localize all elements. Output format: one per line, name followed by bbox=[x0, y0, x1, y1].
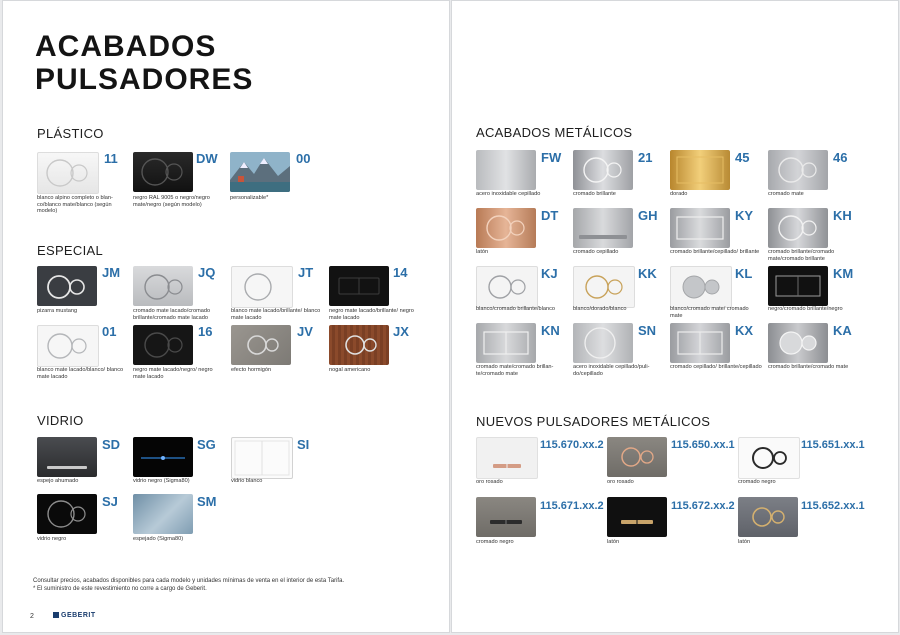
code-label: 115.651.xx.1 bbox=[801, 439, 865, 451]
plate-image bbox=[133, 266, 193, 306]
caption: latón bbox=[607, 539, 620, 545]
plate-image bbox=[670, 266, 732, 308]
code-label: KM bbox=[833, 266, 854, 281]
code-label: JM bbox=[102, 265, 121, 280]
caption: cromado brillante/cepillado/ brillante bbox=[670, 249, 760, 255]
caption: acero inoxidable cepillado/puli-do/cepillado bbox=[573, 364, 650, 377]
plate-image bbox=[37, 494, 97, 534]
plate-image bbox=[670, 208, 730, 248]
code-label: GH bbox=[638, 208, 658, 223]
code-label: FW bbox=[541, 150, 562, 165]
section-nuevos: NUEVOS PULSADORES METÁLICOS bbox=[476, 414, 711, 429]
caption: blanco/cromado mate/ cromado mate bbox=[670, 306, 749, 319]
caption: cromado mate bbox=[768, 191, 804, 197]
plate-image bbox=[476, 323, 536, 363]
page-title bbox=[35, 30, 253, 96]
title-line-1: ACABADOS bbox=[35, 30, 217, 63]
caption: efecto hormigón bbox=[231, 367, 272, 373]
caption: negro mate lacado/brillante/ negro mate lacado bbox=[329, 308, 414, 321]
caption: cromado mate/cromado brillan-te/cromado mate bbox=[476, 364, 554, 377]
plate-image bbox=[768, 266, 828, 306]
caption: cromado negro bbox=[738, 479, 776, 485]
code-label: DT bbox=[541, 208, 559, 223]
footnote-line-1: Consultar precios, acabados disponibles para cada modelo y unidades mínimas de venta en el interior de esta Tarifa. bbox=[33, 578, 345, 584]
plate-image bbox=[133, 494, 193, 534]
plate-image bbox=[768, 150, 828, 190]
caption: pizarra mustang bbox=[37, 308, 78, 314]
caption: blanco/cromado brillante/blanco bbox=[476, 306, 555, 312]
code-label: 115.652.xx.1 bbox=[801, 500, 865, 512]
plate-image bbox=[133, 325, 193, 365]
plate-image bbox=[37, 325, 99, 367]
plate-image bbox=[607, 497, 667, 537]
plate-image bbox=[573, 266, 635, 308]
caption: latón bbox=[476, 249, 489, 255]
plate-image bbox=[37, 266, 97, 306]
caption: cromado brillante bbox=[573, 191, 616, 197]
plate-image bbox=[476, 150, 536, 190]
page-number: 2 bbox=[30, 613, 34, 620]
code-label: JV bbox=[297, 324, 313, 339]
plate-image bbox=[476, 437, 538, 479]
plate-image bbox=[738, 437, 800, 479]
code-label: JT bbox=[298, 265, 314, 280]
plate-image bbox=[37, 437, 97, 477]
brand-logo bbox=[53, 612, 96, 619]
caption: personalizable* bbox=[230, 195, 269, 201]
caption: cromado brillante/cromado mate bbox=[768, 364, 849, 370]
caption: espejo ahumado bbox=[37, 478, 79, 484]
caption: oro rosado bbox=[607, 479, 634, 485]
brand-square-icon bbox=[53, 612, 59, 618]
caption: negro RAL 9005 o negro/negro mate/negro (según modelo) bbox=[133, 195, 210, 208]
caption: vidrio blanco bbox=[231, 478, 263, 484]
code-label: 21 bbox=[638, 150, 653, 165]
code-label: SI bbox=[297, 437, 310, 452]
plate-image bbox=[573, 323, 633, 363]
code-label: KJ bbox=[541, 266, 558, 281]
plate-image bbox=[37, 152, 99, 194]
plate-image bbox=[607, 437, 667, 477]
landscape-image bbox=[230, 152, 290, 192]
plate-image bbox=[329, 266, 389, 306]
caption: negro mate lacado/negro/ negro mate lacado bbox=[133, 367, 213, 380]
code-label: SG bbox=[197, 437, 216, 452]
code-label: 16 bbox=[198, 324, 213, 339]
plate-image bbox=[133, 437, 193, 477]
title-line-2: PULSADORES bbox=[35, 63, 254, 96]
code-label: 01 bbox=[102, 324, 117, 339]
code-label: 00 bbox=[296, 151, 311, 166]
caption: latón bbox=[738, 539, 751, 545]
caption: blanco mate lacado/brillante/ blanco mate lacado bbox=[231, 308, 321, 321]
code-label: KH bbox=[833, 208, 852, 223]
caption: espejado (Sigma80) bbox=[133, 536, 184, 542]
plate-image bbox=[573, 150, 633, 190]
code-label: KA bbox=[833, 323, 852, 338]
code-label: 115.671.xx.2 bbox=[540, 500, 604, 512]
code-label: 46 bbox=[833, 150, 848, 165]
footnote-line-2: * El suministro de este revestimiento no corre a cargo de Geberit. bbox=[33, 586, 207, 592]
caption: cromado brillante/cromado mate/cromado brillante bbox=[768, 249, 835, 262]
plate-image bbox=[231, 325, 291, 365]
caption: cromado mate lacado/cromado brillante/cromado mate lacado bbox=[133, 308, 211, 321]
plate-image bbox=[231, 437, 293, 479]
code-label: DW bbox=[196, 151, 218, 166]
caption: blanco mate lacado/blanco/ blanco mate lacado bbox=[37, 367, 124, 380]
section-plastico: PLÁSTICO bbox=[37, 126, 104, 141]
code-label: KX bbox=[735, 323, 754, 338]
plate-image bbox=[231, 266, 293, 308]
caption: vidrio negro bbox=[37, 536, 67, 542]
code-label: SN bbox=[638, 323, 657, 338]
caption: cromado cepillado bbox=[573, 249, 619, 255]
section-vidrio: VIDRIO bbox=[37, 413, 84, 428]
caption: vidrio negro (Sigma80) bbox=[133, 478, 190, 484]
brand-name: GEBERIT bbox=[61, 612, 96, 619]
caption: cromado cepillado/ brillante/cepillado bbox=[670, 364, 762, 370]
code-label: 115.670.xx.2 bbox=[540, 439, 604, 451]
code-label: 14 bbox=[393, 265, 408, 280]
code-label: 11 bbox=[104, 151, 118, 166]
code-label: SD bbox=[102, 437, 121, 452]
footnote bbox=[33, 577, 344, 593]
caption: negro/cromado brillante/negro bbox=[768, 306, 843, 312]
section-metalicos: ACABADOS METÁLICOS bbox=[476, 125, 633, 140]
code-label: KL bbox=[735, 266, 753, 281]
caption: acero inoxidable cepillado bbox=[476, 191, 541, 197]
caption: blanco/dorado/blanco bbox=[573, 306, 627, 312]
plate-image bbox=[768, 208, 828, 248]
caption: nogal americano bbox=[329, 367, 371, 373]
plate-image bbox=[670, 323, 730, 363]
plate-image bbox=[573, 208, 633, 248]
caption: cromado negro bbox=[476, 539, 514, 545]
caption: dorado bbox=[670, 191, 688, 197]
plate-image bbox=[476, 497, 536, 537]
code-label: 45 bbox=[735, 150, 750, 165]
plate-image bbox=[133, 152, 193, 192]
section-especial: ESPECIAL bbox=[37, 243, 103, 258]
plate-image bbox=[738, 497, 798, 537]
caption: blanco alpino completo o blan-co/blanco mate/blanco (según modelo) bbox=[37, 195, 113, 215]
code-label: 115.650.xx.1 bbox=[671, 439, 735, 451]
plate-image bbox=[768, 323, 828, 363]
code-label: SM bbox=[197, 494, 217, 509]
code-label: KN bbox=[541, 323, 560, 338]
code-label: JX bbox=[393, 324, 409, 339]
code-label: 115.672.xx.2 bbox=[671, 500, 735, 512]
plate-image bbox=[670, 150, 730, 190]
plate-image bbox=[476, 266, 538, 308]
code-label: KK bbox=[638, 266, 657, 281]
code-label: SJ bbox=[102, 494, 118, 509]
code-label: JQ bbox=[198, 265, 216, 280]
code-label: KY bbox=[735, 208, 754, 223]
caption: oro rosado bbox=[476, 479, 503, 485]
plate-image bbox=[476, 208, 536, 248]
plate-image bbox=[329, 325, 389, 365]
